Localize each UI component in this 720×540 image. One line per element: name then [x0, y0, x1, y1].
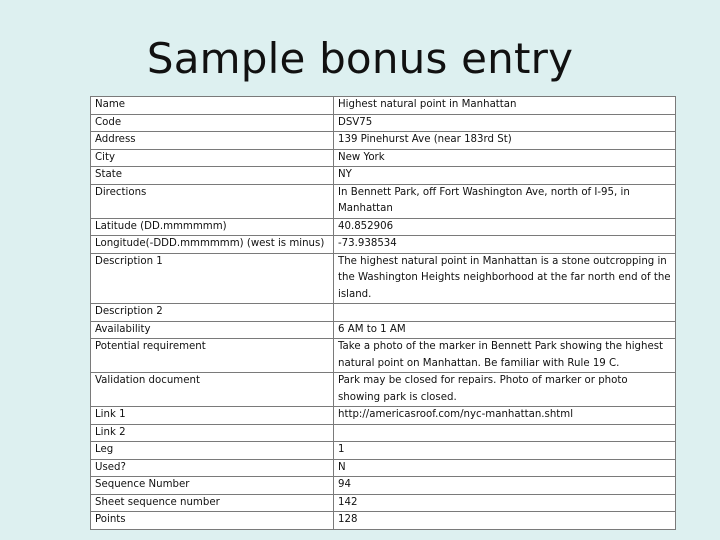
- row-value: http://americasroof.com/nyc-manhattan.shtml: [334, 407, 676, 425]
- row-label: Link 1: [91, 407, 334, 425]
- row-value: 128: [334, 512, 676, 530]
- page-title: Sample bonus entry: [146, 34, 574, 83]
- bonus-entry-table: [90, 96, 676, 530]
- row-value: 94: [334, 477, 676, 495]
- table-row: [91, 167, 676, 185]
- table-row: [91, 149, 676, 167]
- table-row: [91, 253, 676, 304]
- row-value: [334, 424, 676, 442]
- row-value: New York: [334, 149, 676, 167]
- row-value: -73.938534: [334, 236, 676, 254]
- table-row: [91, 494, 676, 512]
- table-row: [91, 459, 676, 477]
- table-row: [91, 477, 676, 495]
- row-value: 1: [334, 442, 676, 460]
- row-value: 6 AM to 1 AM: [334, 321, 676, 339]
- row-label: Points: [91, 512, 334, 530]
- table-row: [91, 424, 676, 442]
- row-value: DSV75: [334, 114, 676, 132]
- table-row: [91, 132, 676, 150]
- table-row: [91, 407, 676, 425]
- row-label: Sequence Number: [91, 477, 334, 495]
- row-value: Park may be closed for repairs. Photo of marker or photo showing park is closed.: [334, 373, 676, 407]
- row-label: Validation document: [91, 373, 334, 407]
- row-label: Latitude (DD.mmmmmm): [91, 218, 334, 236]
- row-label: Description 1: [91, 253, 334, 304]
- table-row: [91, 184, 676, 218]
- row-label: Name: [91, 97, 334, 115]
- row-value: 40.852906: [334, 218, 676, 236]
- table-row: [91, 512, 676, 530]
- table-row: [91, 339, 676, 373]
- table-row: [91, 373, 676, 407]
- row-label: Directions: [91, 184, 334, 218]
- table-row: [91, 218, 676, 236]
- row-label: Code: [91, 114, 334, 132]
- row-label: Description 2: [91, 304, 334, 322]
- row-label: Potential requirement: [91, 339, 334, 373]
- row-label: Sheet sequence number: [91, 494, 334, 512]
- row-label: Leg: [91, 442, 334, 460]
- row-label: Address: [91, 132, 334, 150]
- row-value: N: [334, 459, 676, 477]
- row-value: The highest natural point in Manhattan is a stone outcropping in the Washington Heights neighborhood at the far north end of the island.: [334, 253, 676, 304]
- row-label: State: [91, 167, 334, 185]
- row-label: Availability: [91, 321, 334, 339]
- row-value: 142: [334, 494, 676, 512]
- table-row: [91, 442, 676, 460]
- table-row: [91, 236, 676, 254]
- row-label: Link 2: [91, 424, 334, 442]
- row-label: Used?: [91, 459, 334, 477]
- row-value: NY: [334, 167, 676, 185]
- table-row: [91, 304, 676, 322]
- table-row: [91, 321, 676, 339]
- row-value: In Bennett Park, off Fort Washington Ave, north of I-95, in Manhattan: [334, 184, 676, 218]
- row-value: Take a photo of the marker in Bennett Park showing the highest natural point on Manhattan. Be familiar with Rule 19 C.: [334, 339, 676, 373]
- table-row: [91, 97, 676, 115]
- row-value: [334, 304, 676, 322]
- row-label: City: [91, 149, 334, 167]
- row-value: Highest natural point in Manhattan: [334, 97, 676, 115]
- row-label: Longitude(-DDD.mmmmmm) (west is minus): [91, 236, 334, 254]
- row-value: 139 Pinehurst Ave (near 183rd St): [334, 132, 676, 150]
- table-row: [91, 114, 676, 132]
